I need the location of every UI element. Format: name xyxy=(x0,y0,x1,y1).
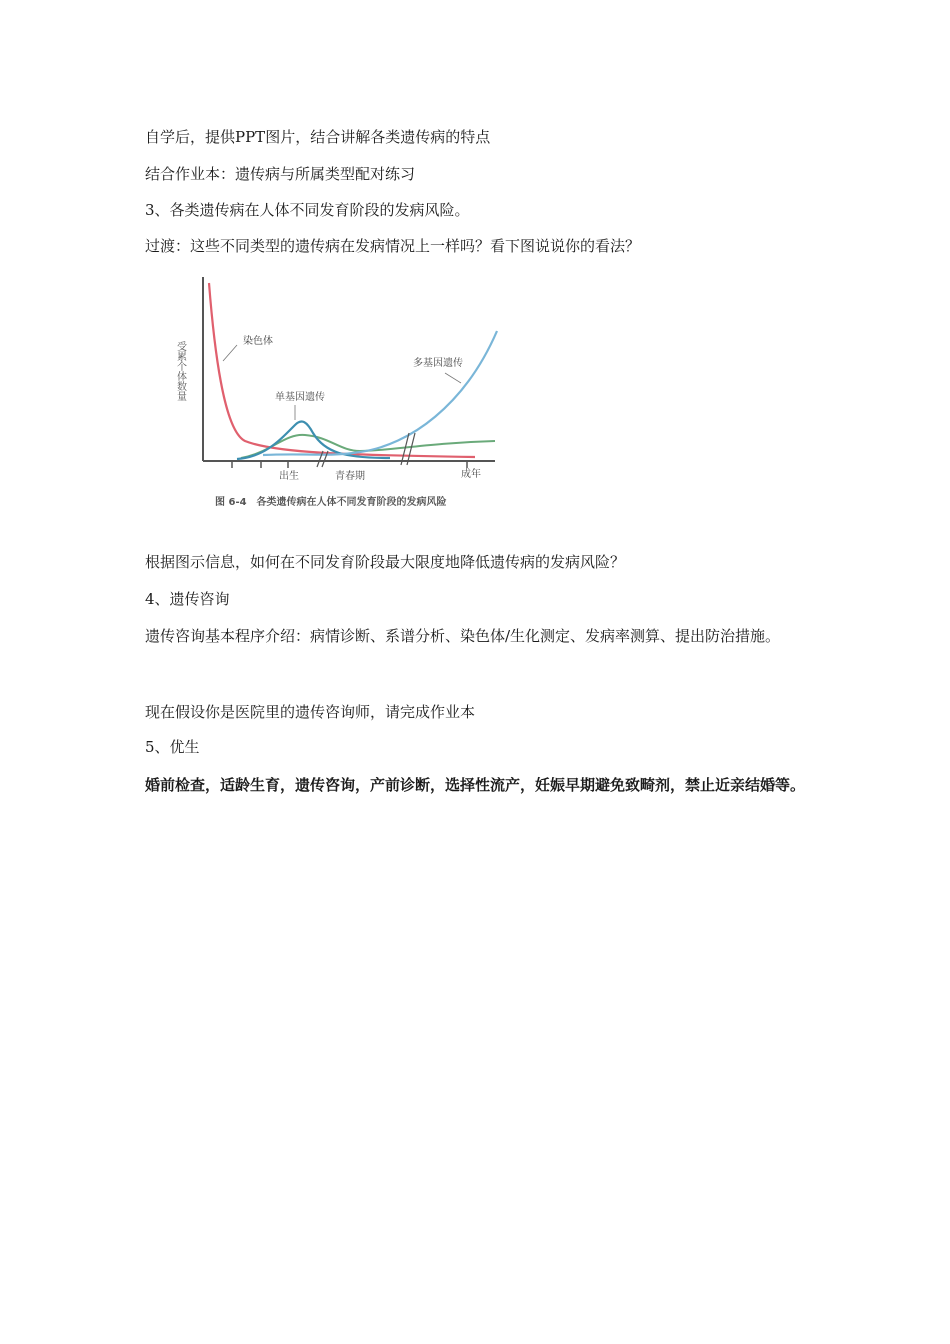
genetic-disease-risk-figure xyxy=(145,265,515,520)
heading-genetic-counseling: 4、遗传咨询 xyxy=(145,590,230,608)
paragraph-self-study: 自学后，提供PPT图片，结合讲解各类遗传病的特点 xyxy=(145,128,491,146)
x-tick-label-birth: 出生 xyxy=(279,471,299,482)
chromosome-curve xyxy=(209,283,475,457)
heading-risk-stages: 3、各类遗传病在人体不同发育阶段的发病风险。 xyxy=(145,201,470,219)
paragraph-role-play: 现在假设你是医院里的遗传咨询师，请完成作业本 xyxy=(145,703,476,721)
risk-chart-svg xyxy=(145,265,515,520)
paragraph-workbook: 结合作业本：遗传病与所属类型配对练习 xyxy=(145,165,416,183)
y-axis-label: 受累个体数量 xyxy=(174,341,186,401)
chromosome-label: 染色体 xyxy=(243,336,273,347)
paragraph-transition: 过渡：这些不同类型的遗传病在发病情况上一样吗？看下图说说你的看法？ xyxy=(145,237,641,255)
polygenic-label-leader xyxy=(445,373,461,383)
single-gene-label: 单基因遗传 xyxy=(275,392,325,403)
figure-caption: 图 6-4 各类遗传病在人体不同发育阶段的发病风险 xyxy=(215,497,447,508)
paragraph-counseling-procedure: 遗传咨询基本程序介绍：病情诊断、系谱分析、染色体/生化测定、发病率测算、提出防治措施。 xyxy=(145,627,781,645)
x-tick-label-puberty: 青春期 xyxy=(335,471,365,482)
single-gene-curve xyxy=(237,422,390,459)
paragraph-question: 根据图示信息，如何在不同发育阶段最大限度地降低遗传病的发病风险？ xyxy=(145,553,626,571)
heading-eugenics: 5、优生 xyxy=(145,738,200,756)
paragraph-eugenics-measures: 婚前检查，适龄生育，遗传咨询，产前诊断，选择性流产，妊娠早期避免致畸剂，禁止近亲结婚等。 xyxy=(145,776,806,794)
polygenic-label: 多基因遗传 xyxy=(413,358,463,369)
chromosome-label-leader xyxy=(223,345,237,361)
x-tick-label-adult: 成年 xyxy=(461,469,481,480)
